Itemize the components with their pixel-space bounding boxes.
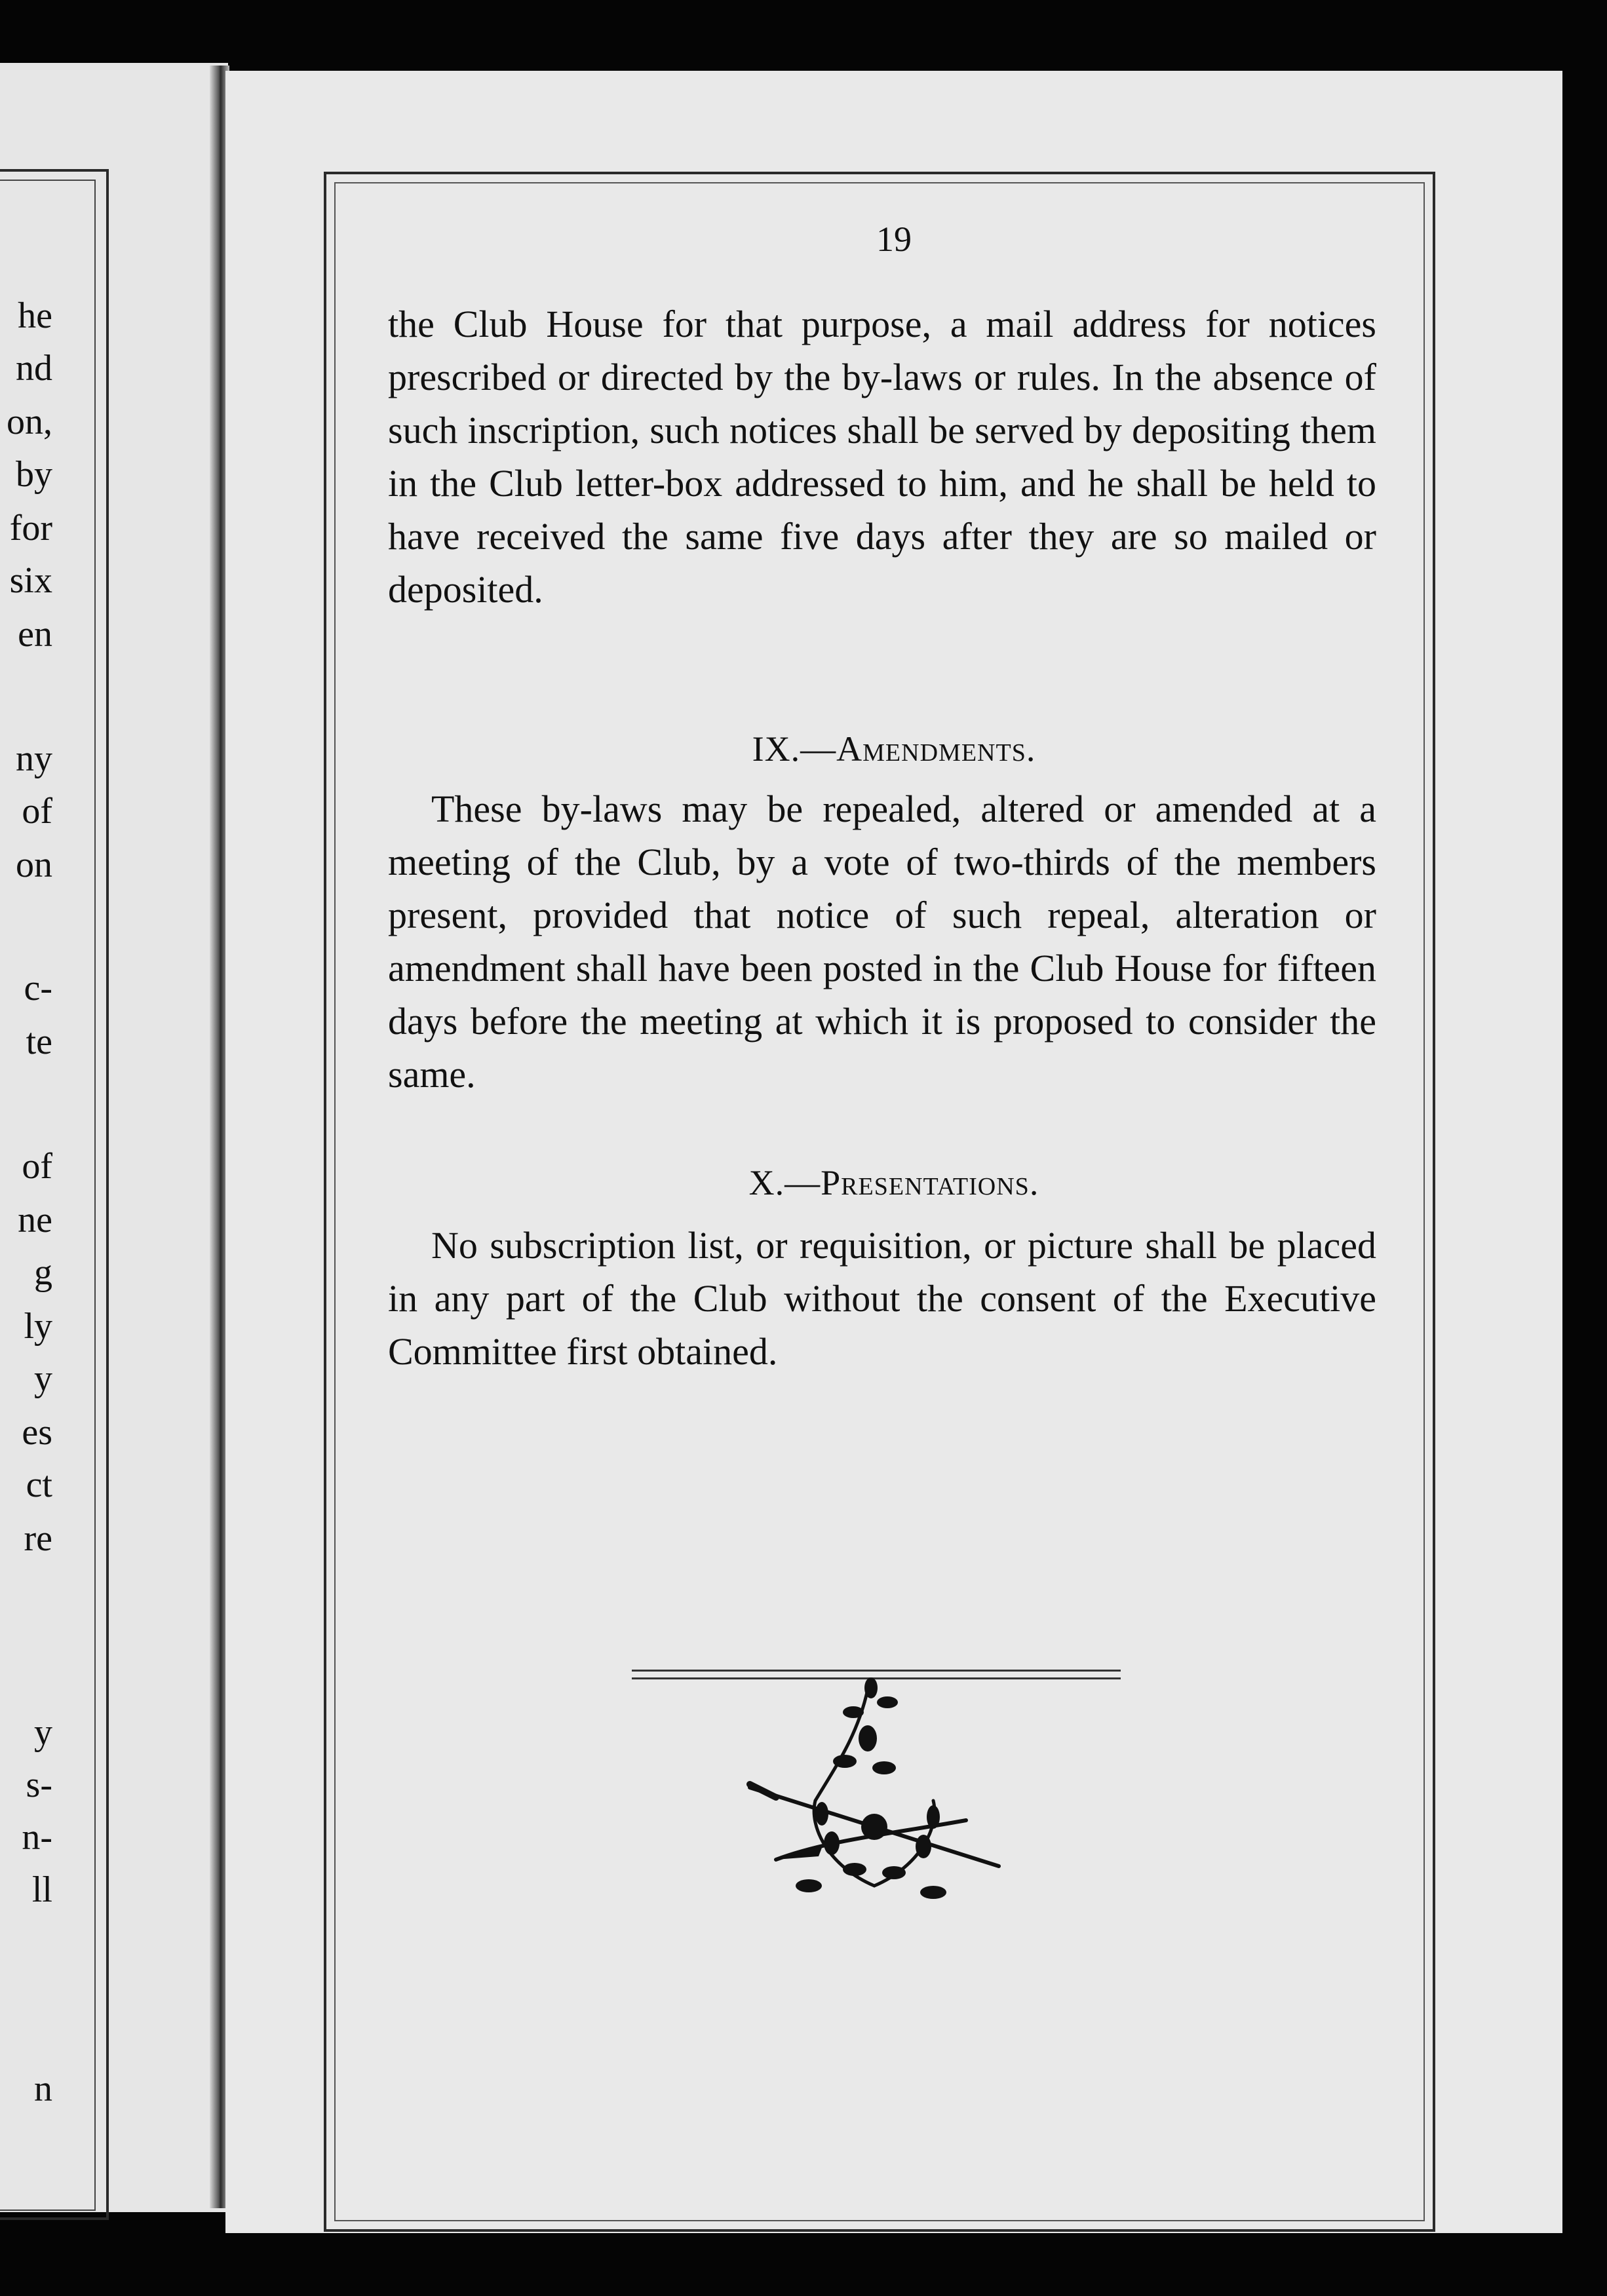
text-fragment: re: [24, 1518, 52, 1559]
text-fragment: for: [9, 508, 52, 548]
amendments-paragraph: These by-laws may be repealed, altered or amended at a meeting of the Club, by a vote of two-thirds of the members present, provided that notice of such repeal, alteration or amendment shall have been posted in the Club House for fifteen days before the meeting at which it is proposed to consider the same.: [388, 788, 1376, 1096]
text-fragment: g: [34, 1252, 52, 1293]
text-fragment: c-: [24, 968, 52, 1008]
page-number: 19: [876, 220, 912, 259]
text-fragment: n: [34, 2069, 52, 2109]
text-fragment: on: [16, 845, 52, 885]
text-fragment: by: [16, 454, 52, 495]
text-fragment: es: [22, 1412, 52, 1453]
text-fragment: nd: [16, 348, 52, 389]
text-fragment: ne: [18, 1200, 52, 1240]
text-fragment: he: [18, 296, 52, 336]
text-fragment: ny: [16, 738, 52, 779]
text-fragment: y: [34, 1358, 52, 1399]
right-page: [225, 71, 1562, 2233]
text-fragment: ly: [24, 1306, 52, 1347]
text-fragment: y: [34, 1712, 52, 1753]
presentations-paragraph: No subscription list, or requisition, or picture shall be placed in any part of the Club without the consent of the Executive Committee first obtained.: [388, 1224, 1376, 1373]
text-fragment: s-: [26, 1765, 52, 1805]
text-fragment: six: [9, 560, 52, 601]
text-fragment: n-: [22, 1817, 52, 1858]
left-page: [0, 63, 228, 2212]
text-fragment: ct: [26, 1464, 52, 1505]
text-fragment: ll: [31, 1869, 52, 1910]
laurel-sword-ornament-icon: [737, 1676, 1012, 1912]
continued-paragraph: the Club House for that purpose, a mail address for notices prescribed or directed by the by-laws or rules. In the absence of such inscription, such notices shall be served by depositing them in the Club letter-box addressed to him, and he shall be held to have received the same five days after they are so mailed or deposited.: [388, 303, 1376, 611]
section-heading-amendments: IX.—Amendments.: [752, 729, 1036, 769]
text-fragment: of: [22, 1146, 52, 1187]
text-fragment: of: [22, 791, 52, 832]
ornament-rule: [632, 1670, 1121, 1672]
text-fragment: en: [18, 614, 52, 655]
section-heading-presentations: X.—Presentations.: [748, 1163, 1039, 1202]
text-fragment: te: [26, 1022, 52, 1062]
text-fragment: on,: [7, 402, 52, 442]
